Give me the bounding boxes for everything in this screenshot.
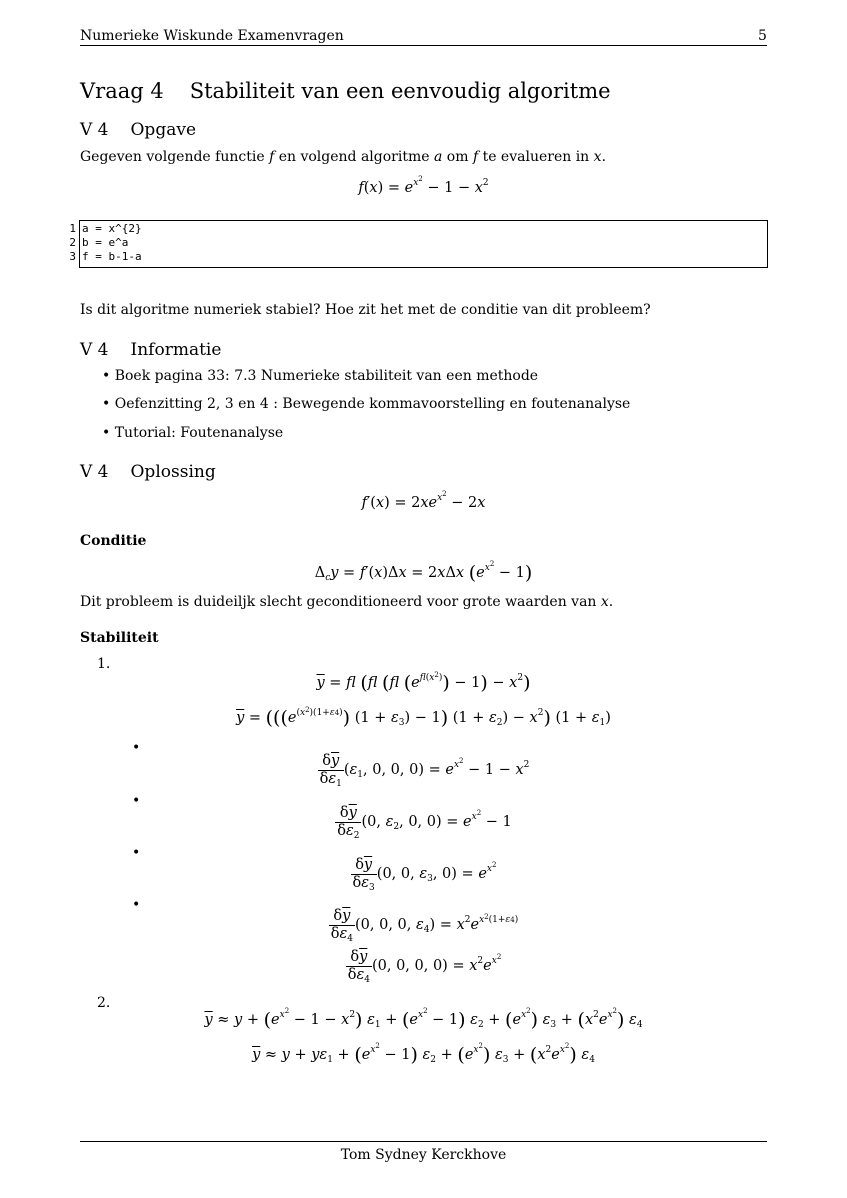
bullet-dot: • bbox=[132, 740, 141, 756]
info-item-text: Boek pagina 33: 7.3 Numerieke stabiliteit van een methode bbox=[114, 368, 539, 384]
equation-ybar-approx-1: $\overline{y} \approx y + (e^{x^2} - 1 - x^2) \varepsilon_1 + (e^{x^2} - 1) \varepsilon_2 + (e^{x^2}) \varepsilon_3 + (x^2e^{x^2})$ $\varepsilon_4$ bbox=[204, 1007, 643, 1031]
equation-partial-1: $\frac{\delta\overline{y}}{\delta\varepsilon_1}$ ($\varepsilon_1$, 0, 0, $0) = e^{x^2} - 1 - x^2$ bbox=[319, 753, 530, 789]
math-var: x bbox=[593, 149, 602, 165]
line-number: 1 bbox=[69, 222, 76, 235]
stabiliteit-title: Stabiliteit bbox=[80, 630, 159, 646]
footer-rule bbox=[80, 1141, 767, 1142]
info-item: • Oefenzitting 2, 3 en 4 : Bewegende kommavoorstelling en foutenanalyse bbox=[102, 396, 631, 412]
text-run: . bbox=[601, 149, 607, 165]
bullet-dot: • bbox=[132, 793, 141, 809]
opgave-question: Is dit algoritme numeriek stabiel? Hoe zit het met de conditie van dit probleem? bbox=[80, 302, 651, 318]
code-frame bbox=[79, 220, 768, 268]
equation-conditie: $\Delta_cy = f'(x)\Delta x = 2x\Delta x$ $(e^{x^2} - 1)$ bbox=[314, 560, 533, 584]
equation-partial-4-zero: $\frac{\delta\overline{y}}{\delta\varepsilon_4}$ (0, 0, 0, $0) = x^2e^{x^2}$ bbox=[347, 949, 502, 985]
code-listing bbox=[64, 220, 769, 268]
page-number: 5 bbox=[758, 28, 767, 44]
section-title-text: Stabiliteit van een eenvoudig algoritme bbox=[189, 79, 611, 103]
conditie-text bbox=[80, 594, 613, 610]
text-run: Gegeven volgende functie bbox=[80, 149, 270, 165]
enum-label: 2. bbox=[97, 995, 111, 1011]
subsection-heading: Opgave bbox=[130, 120, 197, 140]
code-line: f = b-1-a bbox=[82, 250, 142, 263]
conditie-title: Conditie bbox=[80, 533, 147, 549]
opgave-intro bbox=[80, 149, 606, 165]
code-line: a = x^{2} bbox=[82, 222, 142, 235]
running-header: Numerieke Wiskunde Examenvragen bbox=[80, 28, 344, 44]
line-number: 2 bbox=[69, 236, 76, 249]
equation-f: $f(x) = e^{x^2} - 1 - x^2$ bbox=[358, 175, 489, 196]
equation-partial-4: $\frac{\delta\overline{y}}{\delta\varepsilon_4}$ (0, 0, 0, $\varepsilon_4) = x^2e^{x^2(1+\varepsilon 4)}$ bbox=[330, 908, 519, 944]
subsection-num: V 4 bbox=[80, 340, 109, 360]
subsection-informatie bbox=[80, 340, 221, 360]
info-item-text: Oefenzitting 2, 3 en 4 : Bewegende kommavoorstelling en foutenanalyse bbox=[114, 396, 631, 412]
subsection-heading: Oplossing bbox=[130, 462, 216, 482]
equation-derivative: $f'(x) = 2xe^{x^2} - 2x$ bbox=[361, 490, 486, 511]
equation-ybar-approx-2: $\overline{y} \approx y + y\varepsilon_1 + (e^{x^2} - 1) \varepsilon_2 + (e^{x^2}) \varepsilon_3 + (x^2e^{x^2})$ $\varepsilon_4$ bbox=[252, 1042, 595, 1066]
math-var: a bbox=[433, 149, 443, 165]
text-run: om bbox=[442, 149, 473, 165]
text-run: . bbox=[608, 594, 614, 610]
subsection-num: V 4 bbox=[80, 462, 109, 482]
subsection-opgave bbox=[80, 120, 196, 140]
section-label: Vraag 4 bbox=[80, 79, 164, 103]
text-run: Dit probleem is duideiljk slecht geconditioneerd voor grote waarden van bbox=[80, 594, 601, 610]
bullet-dot: • bbox=[132, 897, 141, 913]
line-number: 3 bbox=[69, 250, 76, 263]
footer-author: Tom Sydney Kerckhove bbox=[340, 1147, 507, 1163]
info-item-text: Tutorial: Foutenanalyse bbox=[114, 425, 284, 441]
enum-label: 1. bbox=[97, 656, 111, 672]
math-var: x bbox=[600, 594, 609, 610]
equation-ybar-fl: $\overline{y}$ = fl (fl (fl $(e^{fl(x^2)}) - 1) - x^2$) bbox=[316, 671, 531, 694]
text-run: en volgend algoritme bbox=[274, 149, 434, 165]
equation-partial-3: $\frac{\delta\overline{y}}{\delta\varepsilon_3}$ (0, 0, $\varepsilon_3$, $0) = e^{x^2}$ bbox=[352, 857, 497, 893]
info-item: • Tutorial: Foutenanalyse bbox=[102, 425, 284, 441]
info-item: • Boek pagina 33: 7.3 Numerieke stabiliteit van een methode bbox=[102, 368, 539, 384]
equation-partial-2: $\frac{\delta\overline{y}}{\delta\varepsilon_2}$ (0, $\varepsilon_2$, 0, $0) = e^{x^2} - 1$ bbox=[337, 805, 512, 841]
text-run: te evalueren in bbox=[478, 149, 594, 165]
subsection-oplossing bbox=[80, 462, 216, 482]
section-title bbox=[80, 79, 611, 103]
math-var: f bbox=[472, 149, 479, 165]
header-rule bbox=[80, 45, 767, 46]
math-var: f bbox=[269, 149, 275, 165]
subsection-heading: Informatie bbox=[130, 340, 222, 360]
bullet-dot: • bbox=[132, 845, 141, 861]
code-line: b = e^a bbox=[82, 236, 129, 249]
equation-ybar-eps: $\overline{y} = (((e^{(x^2)(1+\varepsilon 4)}) (1 + \varepsilon_3) - 1) (1 + \varepsilon_2) - x^2) (1 + \varepsilon_1)$ bbox=[236, 706, 611, 729]
subsection-num: V 4 bbox=[80, 120, 109, 140]
